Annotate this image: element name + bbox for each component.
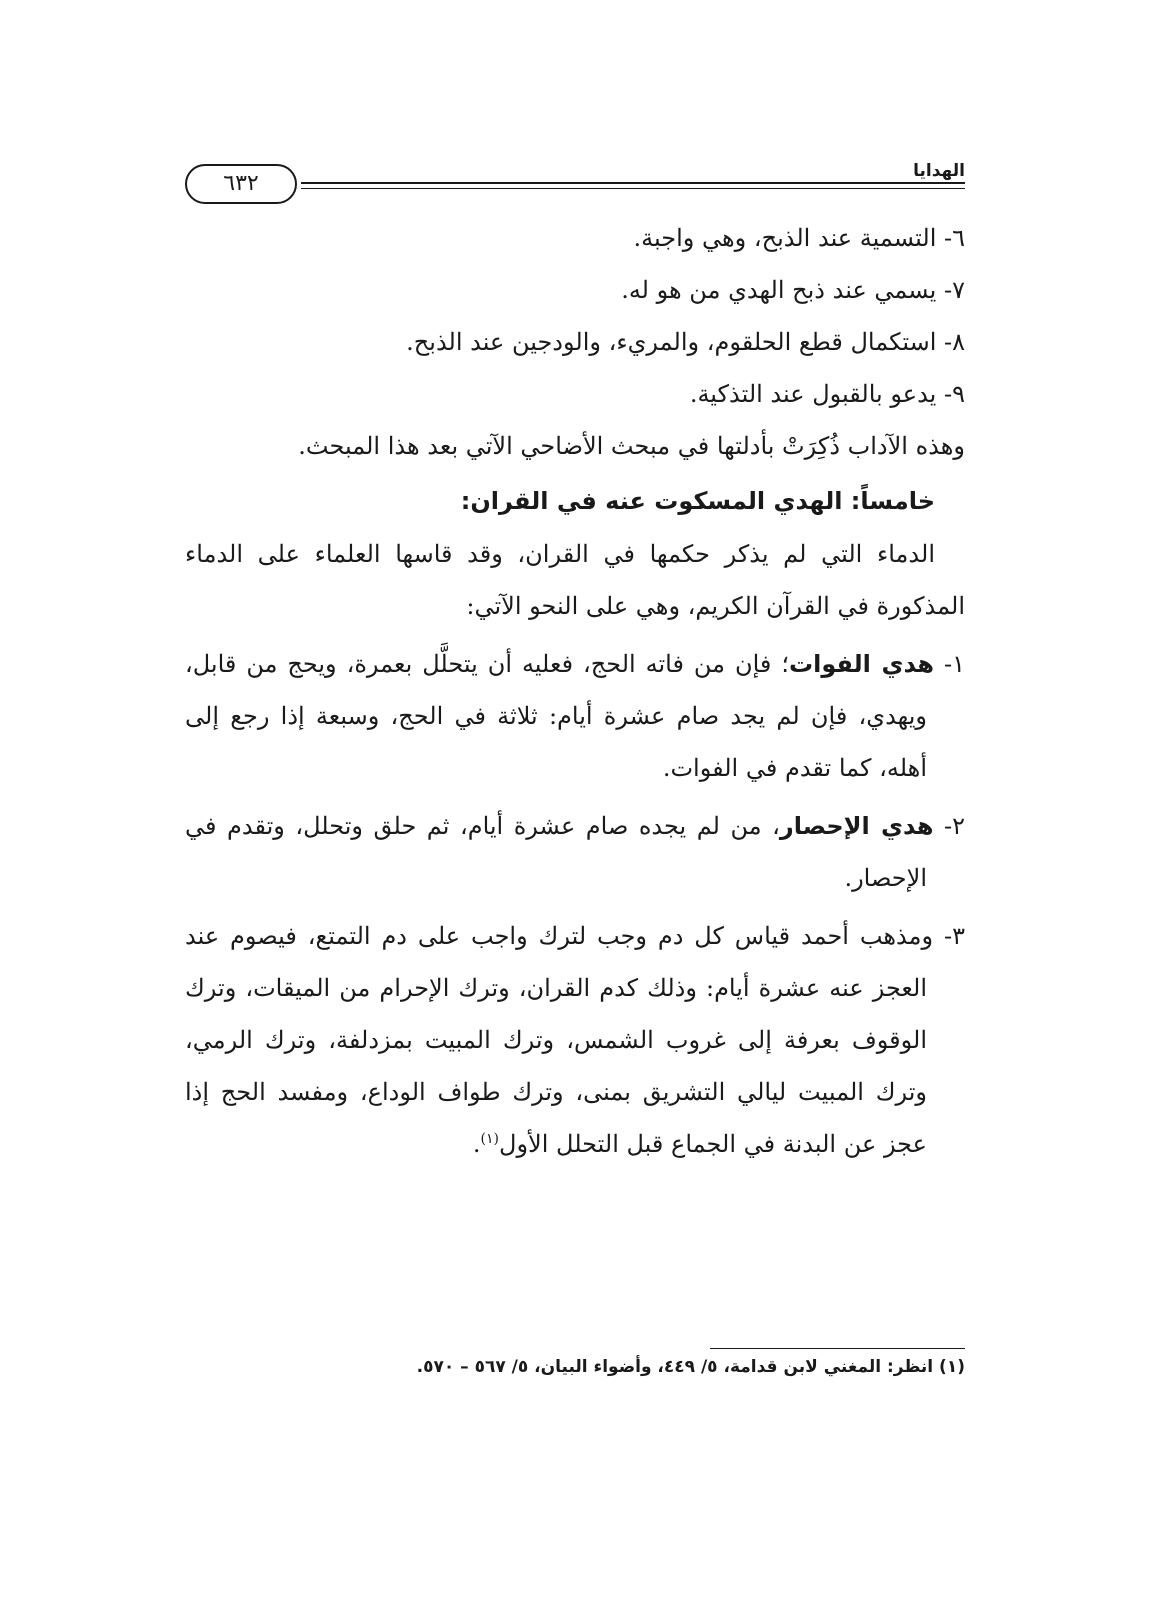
item-bold-term: هدي الفوات (788, 650, 935, 678)
numbered-item (185, 910, 965, 1170)
header-rule (301, 182, 965, 184)
item-text: ، من لم يجده صام عشرة أيام، ثم حلق وتحلل، وتقدم في الإحصار. (185, 812, 927, 892)
header-rule-thin (301, 188, 965, 189)
numbered-item (185, 638, 965, 794)
item-number: ٢- (933, 812, 965, 840)
item-bold-term: هدي الإحصار (779, 812, 934, 840)
section-heading: خامساً: الهدي المسكوت عنه في القران: (460, 487, 935, 515)
item-end: . (472, 1130, 481, 1158)
page-number: ٦٣٢ (185, 164, 297, 204)
list-item: ٧- يسمي عند ذبح الهدي من هو له. (621, 276, 965, 304)
intro-paragraph: الدماء التي لم يذكر حكمها في القران، وقد قاسها العلماء على الدماء المذكورة في القرآن الكريم، وهي على النحو الآتي: (185, 540, 965, 620)
footnote: (١) انظر: المغني لابن قدامة، ٥/ ٤٤٩، وأضواء البيان، ٥/ ٥٦٧ – ٥٧٠. (416, 1357, 965, 1377)
item-number: ٣- (933, 922, 965, 950)
running-header (185, 160, 965, 208)
numbered-item (185, 800, 965, 904)
footnote-reference[interactable]: (١) (480, 1131, 500, 1147)
item-text: ؛ فإن من فاته الحج، فعليه أن يتحلَّل بعمرة، ويحج من قابل، ويهدي، فإن لم يجد صام عشرة أيام: ثلاثة في الحج، وسبعة إذا رجع إلى أهله، كما تقدم في الفوات. (185, 650, 927, 782)
body-text (185, 212, 965, 1170)
item-text: ومذهب أحمد قياس كل دم وجب لترك واجب على دم التمتع، فيصوم عند العجز عنه عشرة أيام: وذلك كدم القران، وترك الإحرام من الميقات، وترك الوقوف بعرفة إلى غروب الشمس، وترك المبيت بمزدلفة، وترك الرمي، وترك المبيت ليالي التشريق بمنى، وترك طواف الوداع، ومفسد الحج إذا عجز عن البدنة في الجماع قبل التحلل الأول (185, 922, 934, 1158)
note-line: وهذه الآداب ذُكِرَتْ بأدلتها في مبحث الأضاحي الآتي بعد هذا المبحث. (298, 432, 965, 460)
footnote-separator (710, 1348, 965, 1349)
item-number: ١- (934, 650, 965, 678)
list-item: ٨- استكمال قطع الحلقوم، والمريء، والودجين عند الذبح. (406, 328, 965, 356)
list-item: ٦- التسمية عند الذبح، وهي واجبة. (633, 224, 965, 252)
list-item: ٩- يدعو بالقبول عند التذكية. (689, 380, 965, 408)
chapter-title: الهدايا (913, 161, 965, 181)
